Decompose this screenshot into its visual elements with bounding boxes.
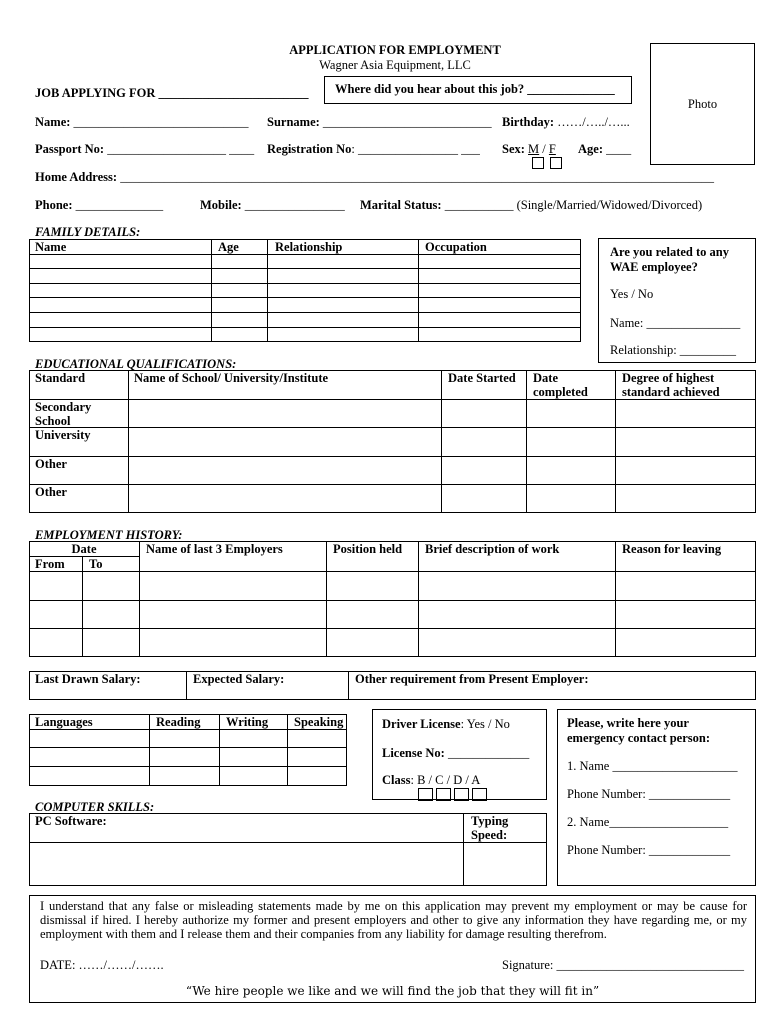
emergency-phone-2[interactable]: Phone Number: _____________ <box>567 843 731 857</box>
family-heading: FAMILY DETAILS: <box>35 225 141 239</box>
driver-license-box <box>372 709 547 800</box>
computer-table <box>29 813 547 886</box>
pc-software-label: PC Software: <box>35 814 107 828</box>
name-row <box>35 115 249 130</box>
sex-m-option[interactable]: M <box>528 142 540 156</box>
last-salary-field[interactable]: Last Drawn Salary: <box>35 672 141 686</box>
family-col-occupation: Occupation <box>425 240 487 254</box>
edu-row-other-2: Other <box>35 485 67 499</box>
related-relationship-field[interactable]: Relationship: _________ <box>610 343 737 357</box>
home-address-label: Home Address: <box>35 170 118 184</box>
company-name: Wagner Asia Equipment, LLC <box>319 58 471 72</box>
home-address-row <box>35 170 714 185</box>
license-number-field[interactable]: _____________ <box>447 746 530 760</box>
license-number-row <box>382 746 529 761</box>
driver-license-label: Driver License <box>382 717 461 731</box>
declaration-text: I understand that any false or misleading statements made by me on this application may prevent my employment or may be cause for dismissal if hired. I hereby authorize my former and present employers and other to give any information they have regarding me, or my employment with them and I release them and their companies from any liability for damage resulting therefrom. <box>40 899 747 941</box>
family-col-name: Name <box>35 240 67 254</box>
education-heading: EDUCATIONAL QUALIFICATIONS: <box>35 357 237 371</box>
phone-row <box>35 198 163 213</box>
surname-field[interactable]: ___________________________ <box>322 115 492 129</box>
license-class-options[interactable]: : B / C / D / A <box>410 773 481 787</box>
name-field[interactable]: ____________________________ <box>73 115 249 129</box>
home-address-field[interactable]: _______________________________________________________________________________________________ <box>120 170 714 184</box>
sex-f-option[interactable]: F <box>548 142 556 156</box>
sex-f-checkbox[interactable] <box>550 157 562 169</box>
emp-col-description: Brief description of work <box>425 542 560 556</box>
related-yesno[interactable]: Yes / No <box>610 287 654 301</box>
class-d-checkbox[interactable] <box>454 788 469 801</box>
lang-col-speaking: Speaking <box>294 715 344 729</box>
name-label: Name: <box>35 115 71 129</box>
related-name-field[interactable]: Name: _______________ <box>610 316 741 330</box>
emp-col-employers: Name of last 3 Employers <box>146 542 283 556</box>
sex-label: Sex: <box>502 142 525 156</box>
emergency-name-1[interactable]: 1. Name ____________________ <box>567 759 738 773</box>
lang-col-languages: Languages <box>35 715 93 729</box>
registration-label: Registration No <box>267 142 352 156</box>
emergency-phone-1[interactable]: Phone Number: _____________ <box>567 787 731 801</box>
surname-row <box>267 115 492 130</box>
birthday-label: Birthday: <box>502 115 555 129</box>
edu-col-completed: Date completed <box>533 371 588 399</box>
passport-field[interactable]: ___________________ ____ <box>107 142 255 156</box>
age-row <box>578 142 631 157</box>
hear-about-label: Where did you hear about this job? ______________ <box>335 82 615 96</box>
phone-field[interactable]: ______________ <box>75 198 164 212</box>
edu-row-secondary: Secondary School <box>35 400 92 428</box>
marital-options: (Single/Married/Widowed/Divorced) <box>516 198 703 212</box>
employment-heading: EMPLOYMENT HISTORY: <box>35 528 183 542</box>
job-applying-field[interactable]: JOB APPLYING FOR ________________________ <box>35 86 309 100</box>
family-col-relationship: Relationship <box>275 240 343 254</box>
expected-salary-field[interactable]: Expected Salary: <box>193 672 285 686</box>
photo-label: Photo <box>687 97 718 111</box>
surname-label: Surname: <box>267 115 320 129</box>
photo-box[interactable] <box>650 43 755 165</box>
marital-field[interactable]: ___________ <box>444 198 514 212</box>
lang-col-reading: Reading <box>156 715 201 729</box>
age-field[interactable]: ____ <box>606 142 632 156</box>
driver-license-row <box>382 717 510 732</box>
edu-col-degree: Degree of highest standard achieved <box>622 371 720 399</box>
class-c-checkbox[interactable] <box>436 788 451 801</box>
registration-field[interactable]: : ________________ ___ <box>351 142 480 156</box>
driver-license-yesno[interactable]: : Yes / No <box>460 717 510 731</box>
registration-row <box>267 142 480 157</box>
emp-col-position: Position held <box>333 542 403 556</box>
hear-about-box[interactable] <box>324 76 632 104</box>
license-class-checkboxes <box>418 786 488 801</box>
related-employee-box <box>598 238 756 363</box>
emp-col-to: To <box>89 557 103 571</box>
age-label: Age: <box>578 142 603 156</box>
related-question: Are you related to any WAE employee? <box>610 245 729 274</box>
edu-col-standard: Standard <box>35 371 86 385</box>
edu-col-school: Name of School/ University/Institute <box>134 371 329 385</box>
edu-col-started: Date Started <box>448 371 516 385</box>
emp-col-date: Date <box>71 542 97 556</box>
passport-label: Passport No: <box>35 142 105 156</box>
edu-row-university: University <box>35 428 91 442</box>
class-b-checkbox[interactable] <box>418 788 433 801</box>
license-class-label: Class <box>382 773 411 787</box>
marital-row <box>360 198 702 213</box>
sex-checkboxes <box>532 155 563 170</box>
typing-speed-label: Typing Speed: <box>471 814 509 842</box>
emp-col-reason: Reason for leaving <box>622 542 722 556</box>
computer-heading: COMPUTER SKILLS: <box>35 800 155 814</box>
form-title: APPLICATION FOR EMPLOYMENT <box>289 43 501 57</box>
emergency-heading: Please, write here your emergency contact person: <box>567 716 711 745</box>
edu-row-other-1: Other <box>35 457 67 471</box>
birthday-row <box>502 115 630 130</box>
hiring-motto: “We hire people we like and we will find the job that they will fit in” <box>185 984 600 998</box>
passport-row <box>35 142 254 157</box>
mobile-row <box>200 198 345 213</box>
emergency-name-2[interactable]: 2. Name___________________ <box>567 815 729 829</box>
sex-m-checkbox[interactable] <box>532 157 544 169</box>
birthday-field[interactable]: ……/…../…... <box>557 115 630 129</box>
mobile-label: Mobile: <box>200 198 242 212</box>
sex-separator: / <box>539 142 549 156</box>
phone-label: Phone: <box>35 198 73 212</box>
marital-label: Marital Status: <box>360 198 442 212</box>
emergency-contact-box <box>557 709 756 886</box>
other-requirement-field[interactable]: Other requirement from Present Employer: <box>355 672 589 686</box>
lang-col-writing: Writing <box>226 715 269 729</box>
emp-col-from: From <box>35 557 65 571</box>
declaration-box <box>29 895 756 1003</box>
declaration-date-field[interactable]: DATE: ……/……/……. <box>40 958 164 972</box>
class-a-checkbox[interactable] <box>472 788 487 801</box>
mobile-field[interactable]: ________________ <box>244 198 345 212</box>
signature-field[interactable]: Signature: ______________________________ <box>502 958 745 972</box>
license-number-label: License No: <box>382 746 445 760</box>
family-col-age: Age <box>218 240 239 254</box>
